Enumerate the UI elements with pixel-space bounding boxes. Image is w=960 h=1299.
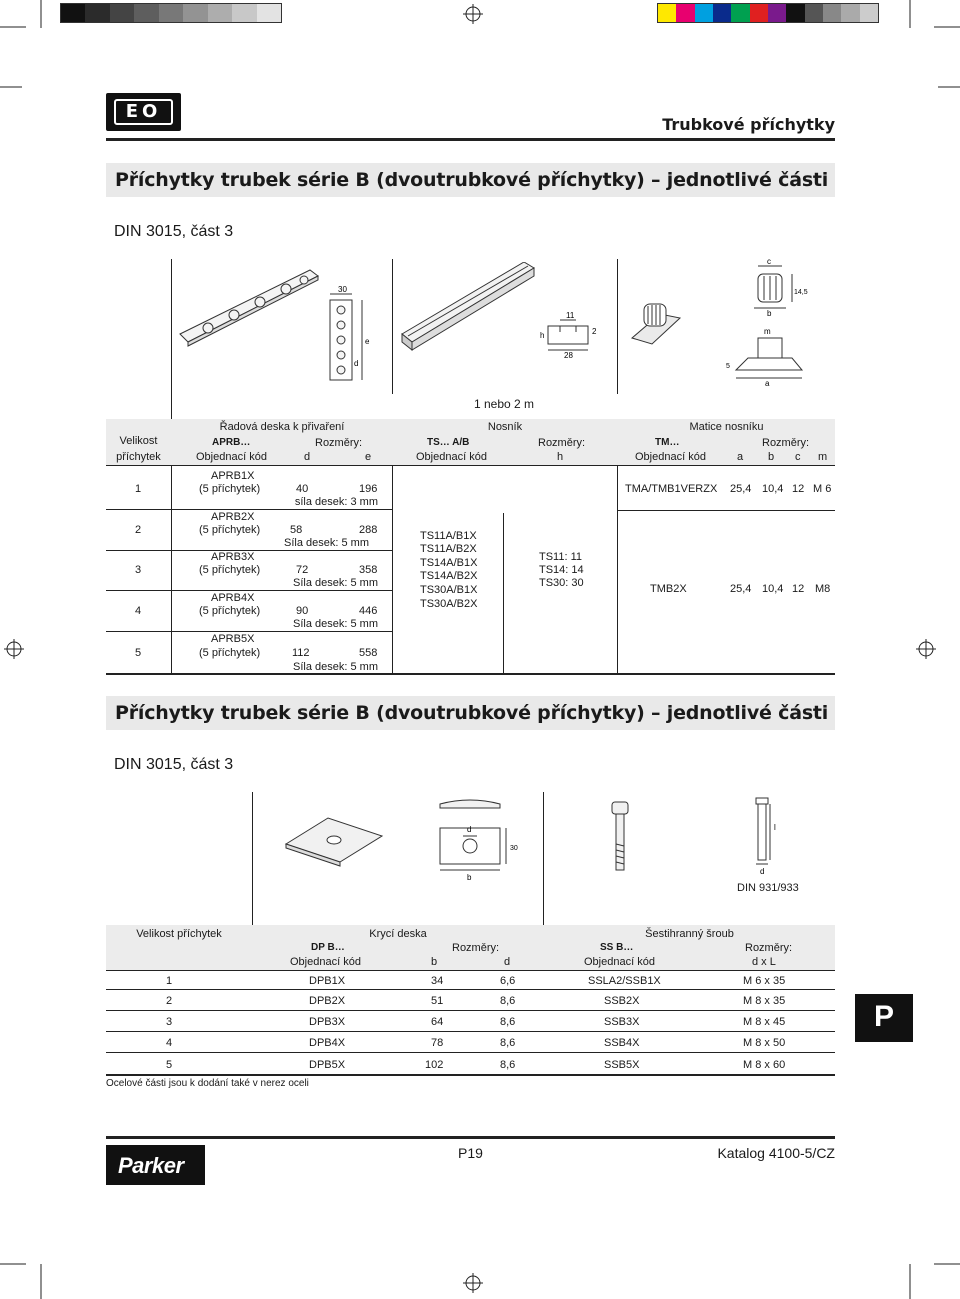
th-rozmery1: Rozměry: <box>315 437 363 449</box>
t2-row1-bolt: SSLA2/SSB1X <box>588 975 661 987</box>
row3-count: (5 příchytek) <box>199 564 261 576</box>
t2-row3-bolt: SSB3X <box>604 1016 640 1028</box>
nut-drawing <box>624 258 814 388</box>
row1-d: 40 <box>296 483 309 495</box>
row4-e: 446 <box>359 605 378 617</box>
th2-b: b <box>431 956 438 968</box>
t2-row2-b: 51 <box>431 995 444 1007</box>
plate-label-d: d <box>354 359 359 368</box>
t2-row5-bolt: SSB5X <box>604 1059 640 1071</box>
t2-row3-d: 8,6 <box>500 1016 516 1028</box>
row3-d: 72 <box>296 564 309 576</box>
t2-row5-b: 102 <box>425 1059 444 1071</box>
rail-label-2: 2 <box>592 327 597 336</box>
nut2-code: TMB2X <box>650 583 687 595</box>
t2-row1-size: 1 <box>166 975 173 987</box>
row4-size: 4 <box>135 605 142 617</box>
th-d: d <box>304 451 311 463</box>
row3-size: 3 <box>135 564 142 576</box>
t2-row4-size: 4 <box>166 1037 173 1049</box>
row1-count: (5 příchytek) <box>199 483 261 495</box>
th-m: m <box>818 451 828 463</box>
th-aprb: APRB… <box>212 437 251 448</box>
row5-count: (5 příchytek) <box>199 647 261 659</box>
footer-catalog: Katalog 4100-5/CZ <box>717 1145 835 1161</box>
th2-ssb: SS B… <box>600 942 634 953</box>
rail-drawing <box>396 262 614 362</box>
row4-thick: Síla desek: 5 mm <box>293 618 378 630</box>
row1-e: 196 <box>359 483 378 495</box>
t2-row2-bolt: SSB2X <box>604 995 640 1007</box>
nut1-b: 10,4 <box>762 483 784 495</box>
th-c: c <box>795 451 801 463</box>
row3-code: APRB3X <box>211 551 255 563</box>
t2-row2-dim: M 8 x 35 <box>743 995 786 1007</box>
section1-title-band <box>106 163 835 197</box>
row5-code: APRB5X <box>211 633 255 645</box>
th-nosnik: Nosník <box>487 421 523 433</box>
rail-code-6: TS30A/B2X <box>420 598 478 610</box>
th-a: a <box>737 451 744 463</box>
section2-title-band <box>106 696 835 730</box>
th2-d: d <box>504 956 511 968</box>
nut2-c: 12 <box>792 583 805 595</box>
bolt-label-l: l <box>774 823 776 832</box>
side-tab <box>855 994 913 1042</box>
th-obj3: Objednací kód <box>635 451 706 463</box>
t2-row4-dim: M 8 x 50 <box>743 1037 786 1049</box>
rail-code-4: TS14A/B2X <box>420 570 478 582</box>
th-rozmery3: Rozměry: <box>762 437 810 449</box>
nut1-m: M 6 <box>813 483 832 495</box>
th-e: e <box>365 451 372 463</box>
row3-thick: Síla desek: 5 mm <box>293 577 378 589</box>
th2-obj1: Objednací kód <box>290 956 361 968</box>
th2-rozmery1: Rozměry: <box>452 942 500 954</box>
footnote: Ocelové části jsou k dodání také v nerez oceli <box>106 1078 309 1089</box>
row5-d: 112 <box>292 647 310 659</box>
rail-code-3: TS14A/B1X <box>420 557 478 569</box>
t2-row5-code: DPB5X <box>309 1059 346 1071</box>
row1-code: APRB1X <box>211 470 255 482</box>
row4-count: (5 příchytek) <box>199 605 261 617</box>
th-radova-deska: Řadová deska k přivaření <box>219 421 345 433</box>
rail-length-note: 1 nebo 2 m <box>474 397 535 411</box>
nut1-code: TMA/TMB1VERZX <box>625 483 718 495</box>
row5-thick: Síla desek: 5 mm <box>293 661 378 673</box>
nut1-a: 25,4 <box>730 483 752 495</box>
cover-label-30: 30 <box>510 845 518 852</box>
bolt-drawing <box>600 794 800 878</box>
th-prichytek: příchytek <box>116 451 161 463</box>
nut-label-c: c <box>767 258 771 266</box>
t2-row3-code: DPB3X <box>309 1016 346 1028</box>
row5-e: 558 <box>359 647 378 659</box>
th-b: b <box>768 451 775 463</box>
t2-row4-code: DPB4X <box>309 1037 346 1049</box>
row2-count: (5 příchytek) <box>199 524 261 536</box>
eo-logo-text: EO <box>125 101 162 122</box>
side-tab-letter: P <box>873 1000 894 1033</box>
section1-din: DIN 3015, část 3 <box>114 223 234 240</box>
th2-rozmery2: Rozměry: <box>745 942 793 954</box>
th-velikost: Velikost <box>119 435 158 447</box>
t2-row1-b: 34 <box>431 975 444 987</box>
t2-row1-code: DPB1X <box>309 975 346 987</box>
plate-label-30: 30 <box>338 285 347 294</box>
rail-label-h: h <box>540 331 545 340</box>
rail-code-1: TS11A/B1X <box>420 530 477 542</box>
t2-row1-d: 6,6 <box>500 975 516 987</box>
rail-code-2: TS11A/B2X <box>420 543 477 555</box>
row4-d: 90 <box>296 605 309 617</box>
footer-page: P19 <box>458 1145 483 1161</box>
t2-row5-size: 5 <box>166 1059 173 1071</box>
row4-code: APRB4X <box>211 592 255 604</box>
parker-logo <box>106 1145 205 1185</box>
th-h: h <box>557 451 564 463</box>
nut-label-m: m <box>764 327 771 336</box>
t2-row5-dim: M 8 x 60 <box>743 1059 786 1071</box>
page-title: Trubkové příchytky <box>662 115 835 134</box>
nut-label-a: a <box>765 379 770 388</box>
row2-size: 2 <box>135 524 142 536</box>
rail-h-2: TS14: 14 <box>539 564 584 576</box>
t2-row3-b: 64 <box>431 1016 444 1028</box>
rail-h-1: TS11: 11 <box>539 551 583 563</box>
th2-dpb: DP B… <box>311 942 345 953</box>
parker-logo-text: Parker <box>118 1153 184 1178</box>
cover-plate-drawing <box>280 796 530 896</box>
plate-label-e: e <box>365 337 370 346</box>
th2-dxl: d x L <box>752 956 776 968</box>
row2-thick: Síla desek: 5 mm <box>284 537 369 549</box>
nut2-b: 10,4 <box>762 583 784 595</box>
th2-cover: Krycí deska <box>369 928 427 940</box>
cover-label-b: b <box>467 873 472 882</box>
rail-label-28: 28 <box>564 351 573 360</box>
nut1-c: 12 <box>792 483 805 495</box>
th-obj1: Objednací kód <box>196 451 267 463</box>
section2-din: DIN 3015, část 3 <box>114 756 234 773</box>
eo-logo <box>106 93 181 131</box>
bolt-din: DIN 931/933 <box>737 882 799 894</box>
th-ts: TS… A/B <box>427 437 470 448</box>
t2-row2-code: DPB2X <box>309 995 346 1007</box>
row2-code: APRB2X <box>211 511 255 523</box>
nut2-m: M8 <box>815 583 831 595</box>
rail-code-5: TS30A/B1X <box>420 584 478 596</box>
row2-d: 58 <box>290 524 303 536</box>
t2-row3-dim: M 8 x 45 <box>743 1016 786 1028</box>
row1-thick: síla desek: 3 mm <box>294 496 378 508</box>
row2-e: 288 <box>359 524 378 536</box>
cover-label-d: d <box>467 825 472 834</box>
section2-title: Příchytky trubek série B (dvoutrubkové příchytky) – jednotlivé části <box>115 702 829 724</box>
th2-size: Velikost příchytek <box>136 928 222 940</box>
nut-label-b: b <box>767 309 772 318</box>
nut-label-5: 5 <box>726 363 730 370</box>
th-matice: Matice nosníku <box>689 421 764 433</box>
rail-h-3: TS30: 30 <box>539 577 584 589</box>
plate-drawing <box>172 262 390 382</box>
th2-obj2: Objednací kód <box>584 956 655 968</box>
rail-label-11: 11 <box>566 311 575 320</box>
th2-bolt: Šestihranný šroub <box>645 928 734 940</box>
th-tm: TM… <box>655 437 680 448</box>
t2-row4-b: 78 <box>431 1037 444 1049</box>
nut-label-145: 14,5 <box>794 289 808 296</box>
th-rozmery2: Rozměry: <box>538 437 586 449</box>
t2-row3-size: 3 <box>166 1016 173 1028</box>
t2-row5-d: 8,6 <box>500 1059 516 1071</box>
row5-size: 5 <box>135 647 142 659</box>
t2-row4-bolt: SSB4X <box>604 1037 640 1049</box>
bolt-label-d: d <box>760 867 765 876</box>
t2-row1-dim: M 6 x 35 <box>743 975 786 987</box>
th-obj2: Objednací kód <box>416 451 487 463</box>
row3-e: 358 <box>359 564 378 576</box>
t2-row2-d: 8,6 <box>500 995 516 1007</box>
section1-title: Příchytky trubek série B (dvoutrubkové příchytky) – jednotlivé části <box>115 169 829 191</box>
nut2-a: 25,4 <box>730 583 752 595</box>
t2-row2-size: 2 <box>166 995 173 1007</box>
t2-row4-d: 8,6 <box>500 1037 516 1049</box>
row1-size: 1 <box>135 483 142 495</box>
